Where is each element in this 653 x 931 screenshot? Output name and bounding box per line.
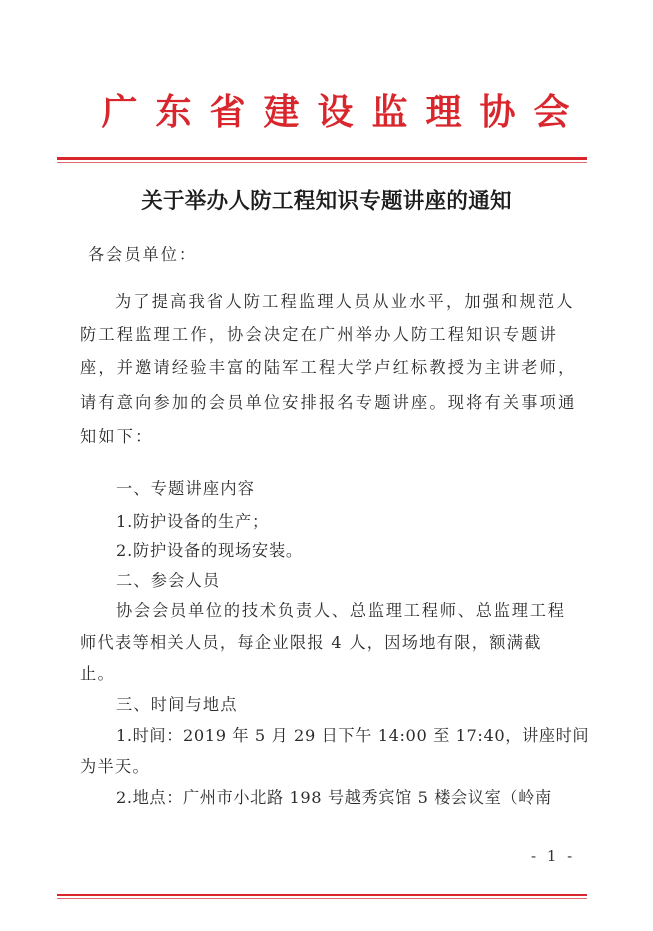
time-place-line: 1.时间：2019 年 5 月 29 日下午 14:00 至 17:40，讲座时间 bbox=[116, 726, 590, 745]
letterhead-red-rule-thin bbox=[57, 162, 587, 163]
footer-red-rule bbox=[57, 894, 587, 896]
intro-line: 为了提高我省人防工程监理人员从业水平，加强和规范人 bbox=[115, 292, 575, 311]
intro-line: 防工程监理工作，协会决定在广州举办人防工程知识专题讲 bbox=[80, 325, 559, 344]
page-number: - 1 - bbox=[531, 847, 576, 865]
document-title: 关于举办人防工程知识专题讲座的通知 bbox=[141, 189, 512, 214]
list-item: 1.防护设备的生产； bbox=[116, 512, 269, 531]
letterhead-red-rule bbox=[57, 157, 587, 160]
letterhead-org-name: 广东省建设监理协会 bbox=[101, 92, 588, 133]
section-heading-time-place: 三、时间与地点 bbox=[116, 695, 238, 714]
list-item: 2.防护设备的现场安装。 bbox=[116, 541, 303, 560]
section-heading-attendees: 二、参会人员 bbox=[116, 571, 221, 590]
intro-line: 知如下： bbox=[80, 427, 154, 446]
salutation: 各会员单位： bbox=[88, 245, 198, 264]
attendees-line: 止。 bbox=[80, 664, 115, 683]
attendees-line: 师代表等相关人员，每企业限报 4 人，因场地有限，额满截 bbox=[80, 633, 542, 652]
time-place-line: 为半天。 bbox=[80, 757, 150, 776]
intro-line: 座，并邀请经验丰富的陆军工程大学卢红标教授为主讲老师， bbox=[80, 358, 577, 377]
intro-line: 请有意向参加的会员单位安排报名专题讲座。现将有关事项通 bbox=[80, 393, 577, 412]
time-place-line: 2.地点：广州市小北路 198 号越秀宾馆 5 楼会议室（岭南 bbox=[116, 788, 552, 807]
section-heading-content: 一、专题讲座内容 bbox=[116, 479, 256, 498]
attendees-line: 协会会员单位的技术负责人、总监理工程师、总监理工程 bbox=[116, 601, 566, 620]
footer-red-rule-thin bbox=[57, 898, 587, 899]
